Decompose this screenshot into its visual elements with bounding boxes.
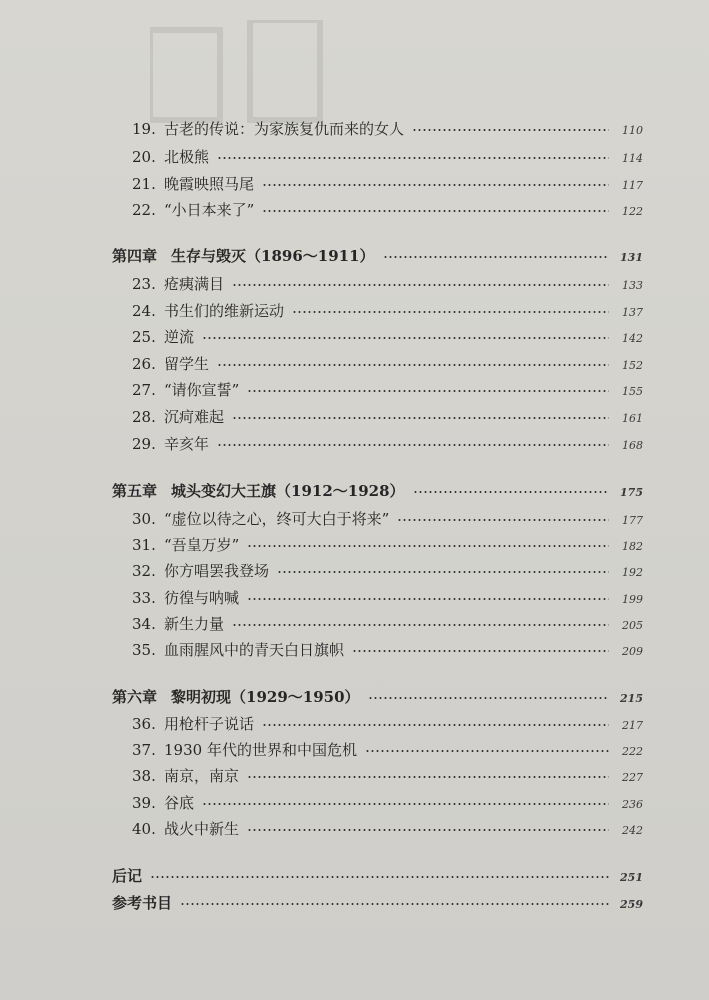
item-number: 25.	[132, 327, 156, 346]
toc-item-37[interactable]	[0, 736, 709, 762]
toc-section-bibliography[interactable]	[0, 889, 709, 915]
toc-item-40[interactable]	[0, 815, 709, 841]
dot-leader	[262, 184, 609, 186]
dot-leader	[202, 803, 609, 805]
item-number: 33.	[132, 588, 156, 607]
item-number: 40.	[132, 819, 156, 838]
page-number: 222	[622, 744, 643, 758]
page-number: 236	[622, 797, 643, 811]
page-number: 155	[622, 384, 643, 398]
dot-leader	[180, 903, 609, 905]
toc-item-26[interactable]	[0, 350, 709, 376]
page-number: 227	[622, 770, 643, 784]
dot-leader	[232, 284, 609, 286]
page-number: 242	[622, 823, 643, 837]
item-number: 32.	[132, 561, 156, 580]
item-title: 逆流	[164, 327, 195, 346]
toc-item-23[interactable]	[0, 270, 709, 296]
toc-item-22[interactable]	[0, 196, 709, 222]
dot-leader	[352, 650, 609, 652]
dot-leader	[150, 876, 609, 878]
item-title: 南京，南京	[164, 766, 240, 785]
dot-leader	[247, 545, 609, 547]
item-title: 北极熊	[164, 147, 210, 166]
toc-item-24[interactable]	[0, 297, 709, 323]
page-number: 199	[622, 592, 643, 606]
item-number: 35.	[132, 640, 156, 659]
dot-leader	[217, 364, 609, 366]
dot-leader	[247, 776, 609, 778]
page-number: 131	[620, 250, 643, 264]
dot-leader	[292, 311, 609, 313]
toc-item-33[interactable]	[0, 584, 709, 610]
toc-item-19[interactable]	[0, 115, 709, 141]
item-number: 21.	[132, 174, 156, 193]
toc-item-38[interactable]	[0, 762, 709, 788]
chapter-number: 第四章	[112, 246, 158, 265]
item-title: “小日本来了”	[164, 200, 255, 219]
item-title: 沉疴难起	[164, 407, 225, 426]
item-title: “请你宣誓”	[164, 380, 240, 399]
item-title: “虚位以待之心，终可大白于将来”	[164, 509, 390, 528]
page-number: 259	[620, 897, 643, 911]
item-number: 37.	[132, 740, 156, 759]
item-title: 古老的传说：为家族复仇而来的女人	[164, 119, 405, 138]
toc-chapter-4[interactable]	[0, 242, 709, 268]
page-number: 217	[622, 718, 643, 732]
dot-leader	[232, 624, 609, 626]
dot-leader	[262, 210, 609, 212]
toc-item-30[interactable]	[0, 505, 709, 531]
item-title: “吾皇万岁”	[164, 535, 240, 554]
item-number: 28.	[132, 407, 156, 426]
page-number: 182	[622, 539, 643, 553]
page-number: 161	[622, 411, 643, 425]
item-title: 战火中新生	[164, 819, 240, 838]
page-number: 137	[622, 305, 643, 319]
toc-item-32[interactable]	[0, 557, 709, 583]
section-title: 后记	[112, 866, 143, 885]
page-number: 133	[622, 278, 643, 292]
chapter-title: 生存与毁灭（1896～1911）	[171, 246, 375, 265]
item-number: 31.	[132, 535, 156, 554]
toc-item-28[interactable]	[0, 403, 709, 429]
chapter-title: 城头变幻大王旗（1912～1928）	[171, 481, 405, 500]
dot-leader	[247, 829, 609, 831]
item-title: 1930 年代的世界和中国危机	[164, 740, 357, 759]
dot-leader	[202, 337, 609, 339]
item-number: 29.	[132, 434, 156, 453]
toc-item-20[interactable]	[0, 143, 709, 169]
toc-item-29[interactable]	[0, 430, 709, 456]
dot-leader	[217, 157, 609, 159]
item-number: 34.	[132, 614, 156, 633]
dot-leader	[397, 519, 609, 521]
section-title: 参考书目	[112, 893, 173, 912]
dot-leader	[383, 256, 609, 258]
dot-leader	[217, 444, 609, 446]
page-number: 175	[620, 485, 643, 499]
toc-chapter-5[interactable]	[0, 477, 709, 503]
dot-leader	[368, 697, 609, 699]
item-title: 彷徨与呐喊	[164, 588, 240, 607]
page-number: 168	[622, 438, 643, 452]
item-title: 书生们的维新运动	[164, 301, 285, 320]
page-number: 152	[622, 358, 643, 372]
page-number: 215	[620, 691, 643, 705]
page-number: 110	[622, 123, 643, 137]
item-title: 血雨腥风中的青天白日旗帜	[164, 640, 345, 659]
item-number: 36.	[132, 714, 156, 733]
chapter-number: 第六章	[112, 687, 158, 706]
dot-leader	[247, 390, 609, 392]
dot-leader	[262, 724, 609, 726]
toc-item-34[interactable]	[0, 610, 709, 636]
toc-item-31[interactable]	[0, 531, 709, 557]
chapter-number: 第五章	[112, 481, 158, 500]
dot-leader	[247, 598, 609, 600]
item-number: 39.	[132, 793, 156, 812]
page-number: 177	[622, 513, 643, 527]
item-title: 疮痍满目	[164, 274, 225, 293]
item-number: 19.	[132, 119, 156, 138]
toc-item-36[interactable]	[0, 710, 709, 736]
item-number: 24.	[132, 301, 156, 320]
page-number: 117	[622, 178, 643, 192]
item-number: 26.	[132, 354, 156, 373]
toc-item-25[interactable]	[0, 323, 709, 349]
item-title: 辛亥年	[164, 434, 210, 453]
item-title: 用枪杆子说话	[164, 714, 255, 733]
page-number: 114	[622, 151, 643, 165]
toc-chapter-6[interactable]	[0, 683, 709, 709]
item-number: 20.	[132, 147, 156, 166]
dot-leader	[413, 491, 609, 493]
page-number: 142	[622, 331, 643, 345]
page-number: 209	[622, 644, 643, 658]
dot-leader	[365, 750, 609, 752]
item-number: 38.	[132, 766, 156, 785]
dot-leader	[232, 417, 609, 419]
toc-item-35[interactable]	[0, 636, 709, 662]
dot-leader	[412, 129, 609, 131]
item-title: 谷底	[164, 793, 195, 812]
item-title: 留学生	[164, 354, 210, 373]
item-title: 你方唱罢我登场	[164, 561, 270, 580]
toc-item-21[interactable]	[0, 170, 709, 196]
page-number: 251	[620, 870, 643, 884]
item-number: 30.	[132, 509, 156, 528]
item-title: 晚霞映照马尾	[164, 174, 255, 193]
page-number: 205	[622, 618, 643, 632]
item-number: 22.	[132, 200, 156, 219]
item-number: 23.	[132, 274, 156, 293]
toc-section-afterword[interactable]	[0, 862, 709, 888]
item-number: 27.	[132, 380, 156, 399]
toc-item-27[interactable]	[0, 376, 709, 402]
chapter-title: 黎明初现（1929～1950）	[171, 687, 360, 706]
item-title: 新生力量	[164, 614, 225, 633]
page-number: 192	[622, 565, 643, 579]
page-number: 122	[622, 204, 643, 218]
toc-item-39[interactable]	[0, 789, 709, 815]
dot-leader	[277, 571, 609, 573]
